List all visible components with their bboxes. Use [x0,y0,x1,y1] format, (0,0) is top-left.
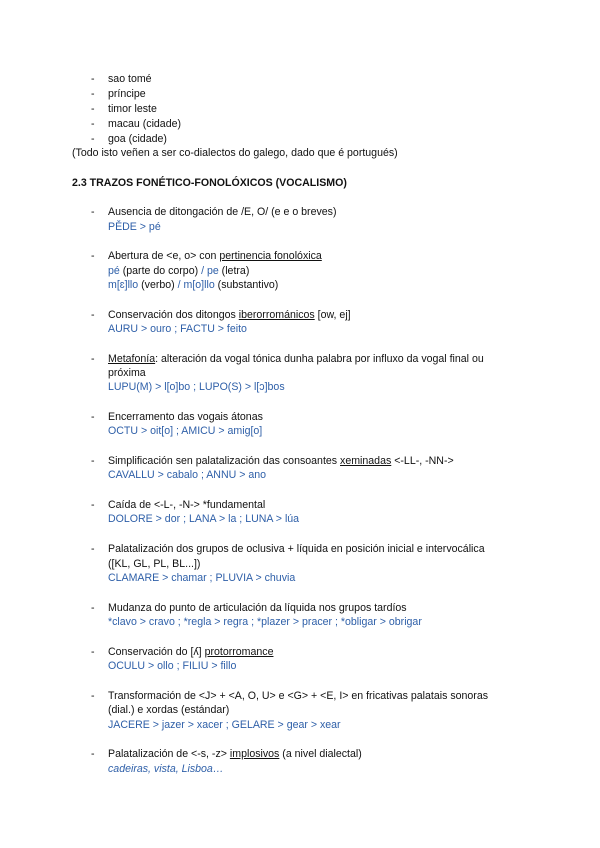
list-item: goa (cidade) [108,133,167,145]
trait-text: Metafonía: alteración da vogal tónica dunha palabra por influxo da vogal final ou [108,353,484,365]
dash: - [91,309,95,321]
dash: - [91,118,95,130]
dash: - [91,411,95,423]
dash: - [91,455,95,467]
trait-example: CLAMARE > chamar ; PLUVIA > chuvia [108,572,296,584]
dash: - [91,690,95,702]
trait-text: Transformación de <J> + <A, O, U> e <G> + <E, I> en fricativas palatais sonoras [108,690,489,702]
trait-text: Palatalización de <-s, -z> implosivos (a nivel dialectal) [108,748,362,760]
trait-text: Ausencia de ditongación de /E, O/ (e e o breves) [108,206,337,218]
trait-example: CAVALLU > cabalo ; ANNU > ano [108,469,267,481]
dash: - [91,353,95,365]
dash: - [91,499,95,511]
trait-text: próxima [108,367,146,379]
dash: - [91,646,95,658]
trait-example: *clavo > cravo ; *regla > regra ; *plazer > pracer ; *obligar > obrigar [108,616,422,628]
list-item: príncipe [108,88,146,100]
trait-example: AURU > ouro ; FACTU > feito [108,323,247,335]
dash: - [91,602,95,614]
dash: - [91,88,95,100]
dash: - [91,250,95,262]
trait-text: Simplificación sen palatalización das consoantes xeminadas <-LL-, -NN-> [108,455,454,467]
trait-text: Encerramento das vogais átonas [108,411,263,423]
trait-text: Conservación do [ʎ] protorromance [108,646,274,658]
dash: - [91,206,95,218]
trait-example: JACERE > jazer > xacer ; GELARE > gear > xear [108,719,341,731]
list-item: timor leste [108,103,157,115]
trait-example: PĚDE > pé [108,221,161,233]
trait-example: LUPU(M) > l[o]bo ; LUPO(S) > l[ɔ]bos [108,381,285,393]
trait-text: Conservación dos ditongos iberorrománicos [ow, ej] [108,309,351,321]
trait-text: Caída de <-L-, -N-> *fundamental [108,499,266,511]
trait-text: ([KL, GL, PL, BL...]) [108,558,201,570]
list-item: sao tomé [108,73,152,85]
trait-example: cadeiras, vista, Lisboa… [108,763,224,775]
trait-text: Mudanza do punto de articulación da líquida nos grupos tardíos [108,602,407,614]
dash: - [91,73,95,85]
dash: - [91,103,95,115]
dash: - [91,543,95,555]
dash: - [91,748,95,760]
trait-text: (dial.) e xordas (estándar) [108,704,230,716]
trait-example: OCTU > oit[o] ; AMICU > amig[o] [108,425,263,437]
trait-example: m[ɛ]llo (verbo) / m[o]llo (substantivo) [108,279,279,291]
section-title: 2.3 TRAZOS FONÉTICO-FONOLÓXICOS (VOCALISMO) [72,177,347,189]
trait-example: OCULU > ollo ; FILIU > fillo [108,660,237,672]
trait-example: pé (parte do corpo) / pe (letra) [108,265,250,277]
note-text: (Todo isto veñen a ser co-dialectos do galego, dado que é portugués) [72,147,398,159]
trait-text: Abertura de <e, o> con pertinencia fonolóxica [108,250,322,262]
dash: - [91,133,95,145]
list-item: macau (cidade) [108,118,182,130]
trait-text: Palatalización dos grupos de oclusiva + líquida en posición inicial e intervocálica [108,543,485,555]
trait-example: DOLORE > dor ; LANA > la ; LUNA > lúa [108,513,300,525]
